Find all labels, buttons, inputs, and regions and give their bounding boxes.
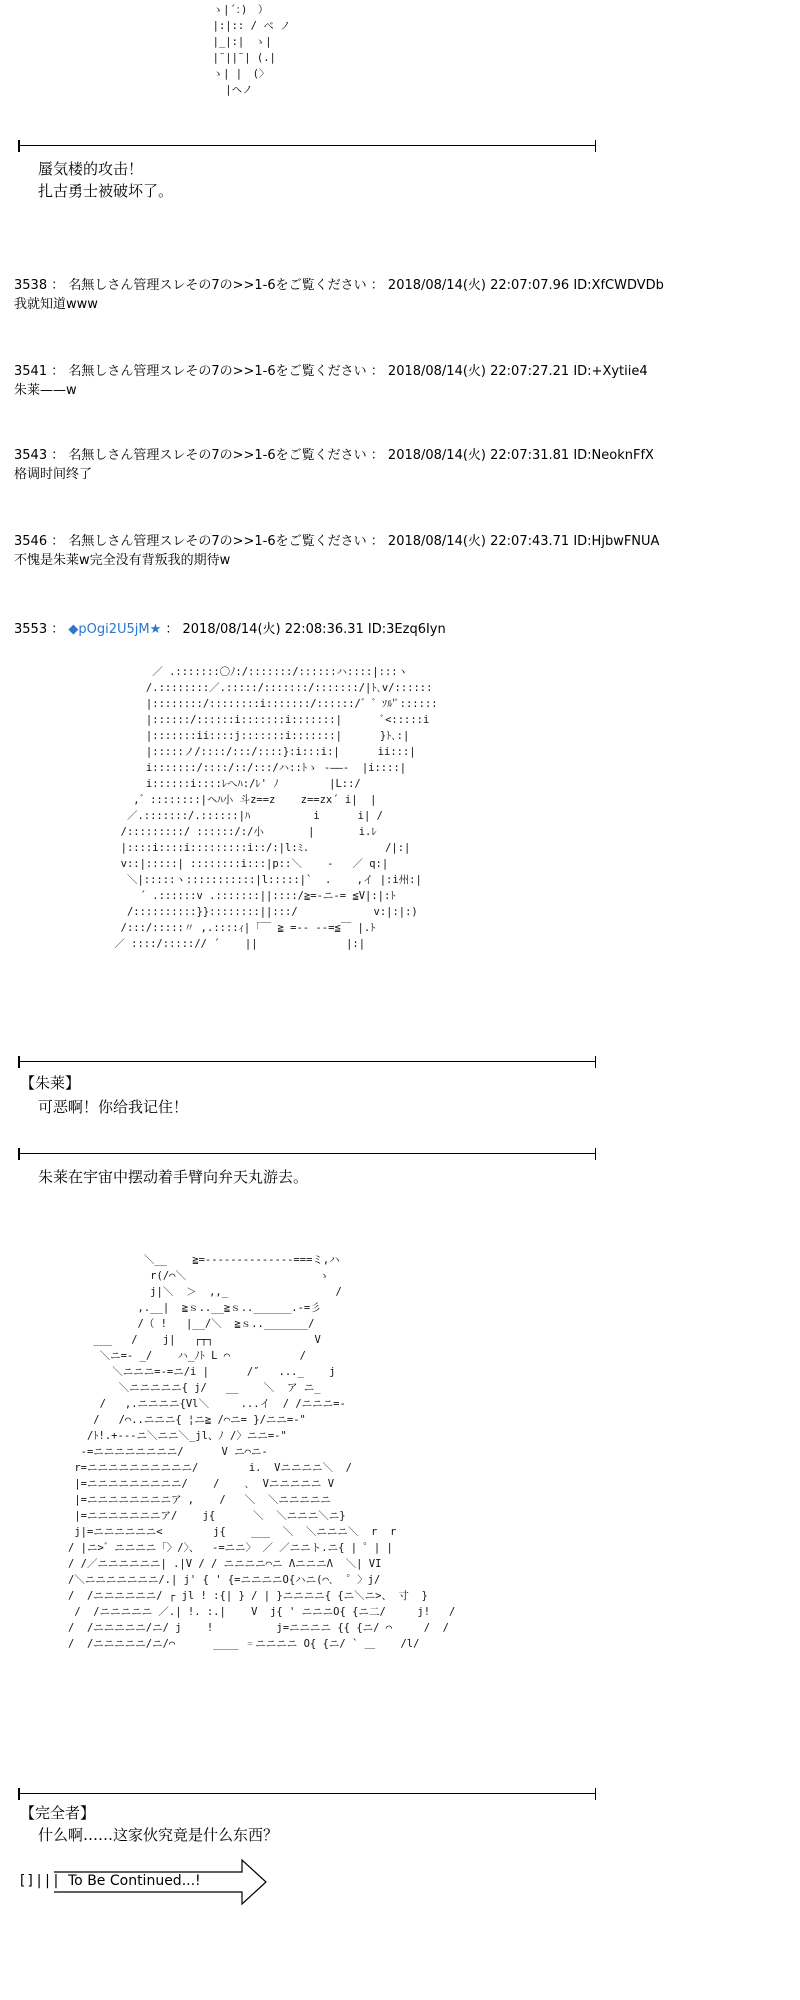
post-body: 格调时间终了 (14, 467, 93, 482)
post-id: ID:3Ezq6Iyn (367, 622, 446, 637)
narration-line: 朱莱在宇宙中摆动着手臂向弁天丸游去。 (38, 1168, 309, 1186)
to-be-continued-arrow (14, 1856, 274, 1908)
scene-divider (18, 1148, 596, 1160)
post-date: 2018/08/14(火) 22:07:31.81 (387, 448, 570, 463)
post-number: 3541 (14, 364, 48, 379)
post-number: 3553 (14, 622, 48, 637)
author-post: 3553 ： ◆pOgi2U5jM★ ： 2018/08/14(火) 22:08:36.31 ID:3Ezq6Iyn (14, 622, 446, 637)
post-body: 朱莱——w (14, 383, 77, 398)
post-id: ID:XfCWDVDb (573, 278, 664, 293)
bars-glyph: []||| (18, 1873, 61, 1889)
scene-divider (18, 1788, 596, 1800)
post-body: 我就知道www (14, 297, 98, 312)
post-date: 2018/08/14(火) 22:07:27.21 (387, 364, 570, 379)
character-ascii-art: ／ .:::::::〇ﾉ:/:::::::/::::::ハ::::|:::ヽ /.::::::::／.:::::/:::::::/:::::::/|ﾄ､v/:::::: |::::::::/::::::::i:::::::/::::::/゛゛ｿﾙ'ﾞ:::::: |::::::/::::::i:::::::i:::::::| ﾞ<:::::i |:::::::ii::::j:::::::i:::::::| }ﾄ､:| |:::::ノ/::::/:::/::::}:i:::i:| ii:::| i:::::::/::::/::/:::/ハ::ﾄゝ -――- |i::::| i::::::i::::ﾚへﾊ:/ﾚ' ﾉ |L::/ ,゛::::::::|ヘﾊ小 斗z==z z==zx´ i| | ／.:::::::/.::::::|ﾊ i i| / /:::::::::/ ::::::/:/小 | i.ﾚ |::::i::::i:::::::::i::/:|l:ﾐ. /|:| v::|:::::| ::::::::i:::|p::＼ ‐ ／ q:| ＼|:::::ヽ:::::::::::|l:::::|` . ,イ |:i州:| ´ .::::::v .:::::::||::::/≧=-ニ-= ≦V|:|:ﾄ /::::::::::}}::::::::||:::/ v:|:|:) /:::/:::::〃 ,.::::ｨ|「￣ ≧ =-- --=≦￣ |.ﾄ ／ ::::/:::::// ´ || |:| (114, 666, 438, 950)
speaker-name: 【朱莱】 (20, 1074, 81, 1092)
dialogue-line: 可恶啊！你给我记住！ (38, 1098, 189, 1116)
to-be-continued-label: To Be Continued...! (68, 1873, 201, 1889)
reader-post: 3541 ： 名無しさん管理スレその7の>>1-6をご覧ください ： 2018/08/14(火) 22:07:27.21 ID:+Xytiie4 朱莱——w (14, 364, 648, 398)
post-number: 3543 (14, 448, 48, 463)
mecha-ascii-art: ＼__ ≧=--------------===ミ,ハ r(/⌒＼ ゝ j|＼ ＞ ,,_ / ,.__| ≧ｓ..__≧ｓ..______.-=彡 /（ ! |__/＼ ≧ｓ.._______/ ___ / j| ┌┬┐ V ＼ニ=- _/ ハ_ﾉﾄ L ⌒ / ＼ニニニ=-=ニ/i | /″ ..._ j ＼ニニニニニ{ j/ __ ＼ ア ニ_ / ,.ニニニニ{Vl＼ ...イ / /ニニニ=- / /⌒..ニニニ{ ¦ニ≧ /⌒ニ= }/ニニ=-" /ﾄ!.+---ニ＼ニニ＼_jl、ﾉ /〉ニニ=-" -=ニニニニニニニニ/ V ニ⌒ニ- r=ニニニニニニニニニニ/ i. Vニニニニ＼ / |=ニニニニニニニニニ/ / ､ Vニニニニニ V |=ニニニニニニニニア , / ＼ ＼ニニニニニ |=ニニニニニニニア/ j{ ＼ ＼ニニニ＼ニ} j|=ニニニニニニ< j{ ___ ＼ ＼ニニニ＼ r r / |ニ>゛ニニニニ「〉/〉、 -=ニニ〉 ／ ／ニニト.ニ{ | ゜| | / /／ニニニニニニ| .|V / / ニニニニ⌒ニ ΛニニニΛ ＼| VI /＼ニニニニニニニ/.| j' { ' {=ニニニニO{ハニ(⌒､ ゜〉j/ / /ニニニニニニ/ ┌ jl ! :{| } / | }ニニニニ{ {ニ＼ニ>、 寸 } / /ニニニニニ ／.| !. :.| V j{ ' ニニニO{ {ニ二/ j! / / /ニニニニニ/ニ/ j ! j=ニニニニ {{ {ニ/ ⌒ / / / /ニニニニニ/ニ/⌒ ____ ゠ニニニニ O{ {ニ/ ` ＿ /l/ (68, 1254, 456, 1650)
reader-post: 3546 ： 名無しさん管理スレその7の>>1-6をご覧ください ： 2018/08/14(火) 22:07:43.71 ID:HjbwFNUA 不愧是朱莱w完全没有背叛我的期待w (14, 534, 660, 568)
post-number: 3538 (14, 278, 48, 293)
scene-divider (18, 1056, 596, 1068)
scene-divider (18, 140, 596, 152)
post-number: 3546 (14, 534, 48, 549)
post-author: 名無しさん管理スレその7の>>1-6をご覧ください (68, 278, 367, 293)
post-id: ID:HjbwFNUA (573, 534, 660, 549)
post-id: ID:NeoknFfX (573, 448, 654, 463)
narration-line: 扎古勇士被破坏了。 (38, 182, 174, 200)
dialogue-line: 什么啊……这家伙究竟是什么东西？ (38, 1826, 279, 1844)
author-trip[interactable]: ◆pOgi2U5jM★ (68, 622, 162, 637)
post-date: 2018/08/14(火) 22:08:36.31 (182, 622, 364, 637)
post-author: 名無しさん管理スレその7の>>1-6をご覧ください (68, 534, 367, 549)
narration-line: 蜃気楼的攻击！ (38, 160, 144, 178)
post-date: 2018/08/14(火) 22:07:07.96 (387, 278, 570, 293)
reader-post: 3538 ： 名無しさん管理スレその7の>>1-6をご覧ください ： 2018/08/14(火) 22:07:07.96 ID:XfCWDVDb 我就知道www (14, 278, 664, 312)
post-date: 2018/08/14(火) 22:07:43.71 (387, 534, 570, 549)
post-id: ID:+Xytiie4 (573, 364, 648, 379)
top-ascii-art: ゝ|´：) ） |:|:: / ベ ノ |_|:| ゝ| |¨||¨| (.| ゝ| | (〉 |ヘノ (212, 4, 291, 96)
post-author: 名無しさん管理スレその7の>>1-6をご覧ください (68, 448, 367, 463)
speaker-name: 【完全者】 (20, 1804, 96, 1822)
reader-post: 3543 ： 名無しさん管理スレその7の>>1-6をご覧ください ： 2018/08/14(火) 22:07:31.81 ID:NeoknFfX 格调时间终了 (14, 448, 654, 482)
post-author: 名無しさん管理スレその7の>>1-6をご覧ください (68, 364, 367, 379)
post-body: 不愧是朱莱w完全没有背叛我的期待w (14, 553, 231, 568)
